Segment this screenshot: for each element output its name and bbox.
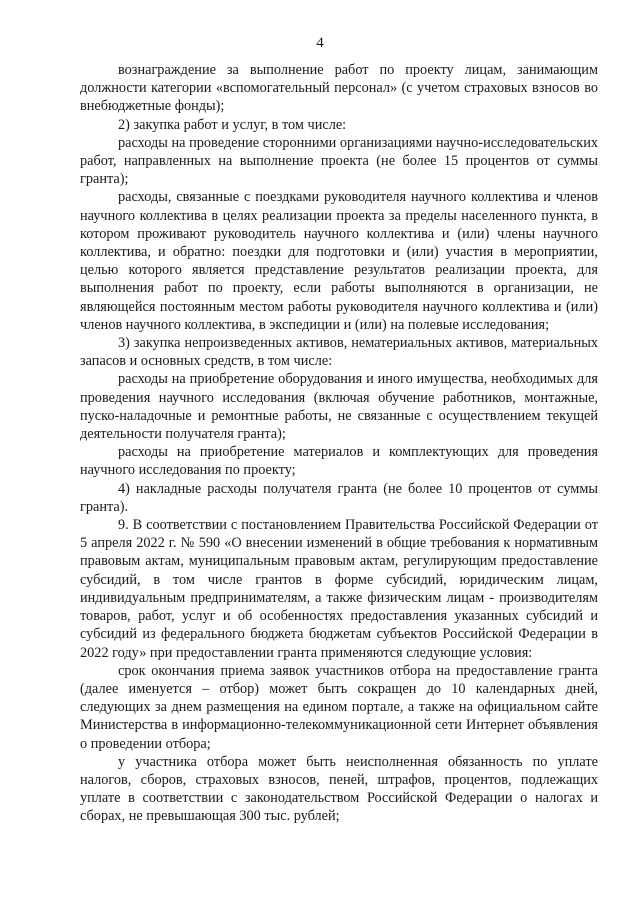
document-body: [80, 61, 598, 826]
paragraph-tax-condition: у участника отбора может быть неисполненная обязанность по уплате налогов, сборов, страховых взносов, пеней, штрафов, процентов, подлежащих уплате в соответствии с законодательством Российской Федерации о налогах и сборах, не превышающая 300 тыс. рублей;: [80, 753, 598, 825]
paragraph-item-4: 4) накладные расходы получателя гранта (не более 10 процентов от суммы гранта).: [80, 480, 598, 515]
paragraph-continuation: вознаграждение за выполнение работ по проекту лицам, занимающим должности категории «вспомогательный персонал» (с учетом страховых взносов во внебюджетные фонды);: [80, 62, 598, 115]
page-number: 4: [316, 35, 324, 51]
paragraph-research-contracts: расходы на проведение сторонними организациями научно-исследовательских работ, направленных на выполнение проекта (не более 15 процентов от суммы гранта);: [80, 134, 598, 188]
paragraph-equipment: расходы на приобретение оборудования и иного имущества, необходимых для проведения научного исследования (включая обучение работников, монтажные, пуско-наладочные и ремонтные работы, не связанные с осуществлением текущей деятельности получателя гранта);: [80, 371, 598, 443]
paragraph-travel-expenses: расходы, связанные с поездками руководителя научного коллектива и членов научного коллектива в целях реализации проекта за пределы населенного пункта, в котором проживают руководитель научного коллектива и (или) члены научного коллектива, и обратно: поездки для подготовки и (или) участия в мероприятии, целью которого является представление результатов реализации проекта, для выполнения работ по проекту, если работы выполняются в организации, не являющейся постоянным местом работы руководителя научного коллектива и (или) членов научного коллектива, в экспедиции и (или) на полевые исследования;: [80, 189, 598, 333]
paragraph-item-3: 3) закупка непроизведенных активов, нематериальных активов, материальных запасов и основных средств, в том числе:: [80, 335, 598, 370]
paragraph-materials: расходы на приобретение материалов и комплектующих для проведения научного исследования по проекту;: [80, 444, 598, 479]
paragraph-item-2: 2) закупка работ и услуг, в том числе:: [118, 116, 347, 133]
paragraph-deadline-condition: срок окончания приема заявок участников отбора на предоставление гранта (далее именуется – отбор) может быть сокращен до 10 календарных дней, следующих за днем размещения на едином портале, а также на официальном сайте Министерства в информационно-телекоммуникационной сети Интернет объявления о проведении отбора;: [80, 662, 598, 752]
paragraph-section-9: 9. В соответствии с постановлением Правительства Российской Федерации от 5 апреля 2022 г. № 590 «О внесении изменений в общие требования к нормативным правовым актам, муниципальным правовым актам, регулирующим предоставление субсидий, в том числе грантов в форме субсидий, юридическим лицам, индивидуальным предпринимателям, а также физическим лицам - производителям товаров, работ, услуг и об особенностях предоставления указанных субсидий и субсидий из федерального бюджета бюджетам субъектов Российской Федерации в 2022 году» при предоставлении гранта применяются следующие условия:: [80, 517, 598, 661]
